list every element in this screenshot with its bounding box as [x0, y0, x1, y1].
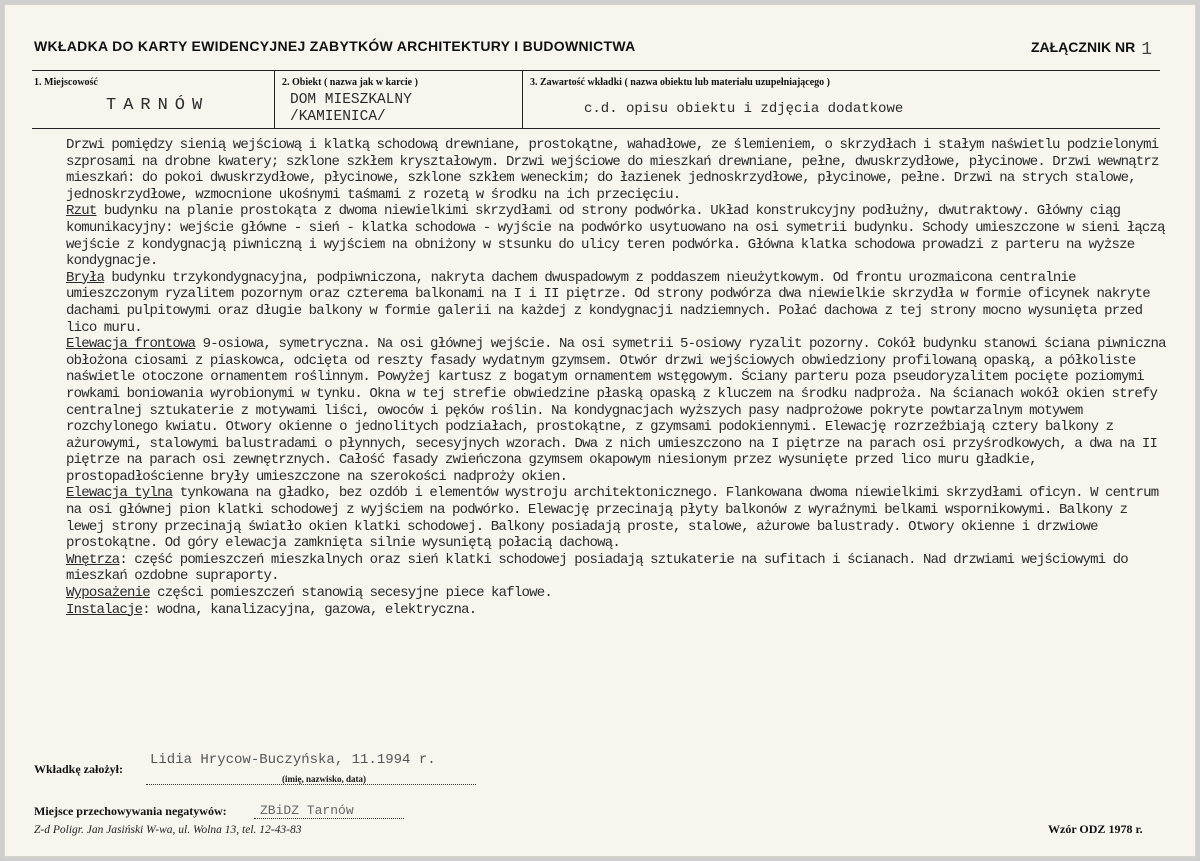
paragraph-text: Drzwi pomiędzy sienią wejściową i klatką schodową drewniane, prostokątne, wahadłowe, ze ślemieniem, o skrzydłach i stałym naświetlu podzielonymi szprosami na drobne kwatery; szklone szkłem kryształowym. Drzwi wejściowe do mieszkań drewniane, pełne, dwuskrzydłowe, płycinowe. Drzwi wewnątrz mieszkań: do pokoi dwuskrzydłowe, płycinowe, szklone szkłem weneckim; do łazienek jednoskrzydłowe, płycinowe, pełne. Drzwi na strych stalowe, jednoskrzydłowe, wzmocnione ukośnymi taśmami z rozetą w środku na ich przecięciu.	[66, 137, 1159, 203]
paragraph-massing	[66, 270, 1166, 336]
locality-label: 1. Miejscowość	[34, 77, 98, 88]
paragraph-heading: Wnętrza	[66, 551, 120, 568]
field-divider-2	[522, 70, 523, 128]
printer-imprint: Z-d Poligr. Jan Jasiński W-wa, ul. Wolna 13, tel. 12-43-83	[34, 824, 302, 836]
locality-value: TARNÓW	[106, 96, 210, 115]
author-label: Wkładkę założył:	[34, 762, 123, 776]
attachment-label: ZAŁĄCZNIK NR	[1030, 39, 1136, 55]
paragraph-rear-elevation	[66, 485, 1166, 551]
contents-value: c.d. opisu obiektu i zdjęcia dodatkowe	[584, 101, 904, 117]
negatives-line	[254, 818, 404, 819]
inventory-card-insert	[4, 4, 1196, 857]
object-value	[290, 92, 412, 126]
contents-label: 3. Zawartość wkładki ( nazwa obiektu lub materiału uzupełniającego )	[530, 77, 831, 88]
author-value: Lidia Hrycow-Buczyńska, 11.1994 r.	[150, 752, 436, 768]
paragraph-text: 9-osiowa, symetryczna. Na osi głównej wejście. Na osi symetrii 5-osiowy ryzalit pozorny. Cokół budynku stanowi ściana piwniczna obłożona ciosami z piaskowca, odcięta od reszty fasady wydatnym gzymsem. Otwór drzwi wejściowych obwiedziony profilowaną opaską, a półkoliste naświetle otoczone ornamentem roślinnym. Powyżej kartusz z bogatym ornamentem wstęgowym. Ściany parteru poza pseudoryzalitem pocięte poziomymi rowkami boniowania wyrobionymi w tynku. Okna w tej strefie obwiedzine płaską opaską z kluczem na środku nadproża. Na ścianach wokół okien strefy centralnej sztukaterie z motywami liści, owoców i pęków roślin. Na kondygnacjach wyższych pasy nadprożowe pokryte powtarzalnym motywem rozchylonego kwiatu. Otwory okienne o jednolitych podziałach, prostokątne, z gzymsami podokiennymi. Elewację rozrzeźbiają cztery balkony z ażurowymi, stalowymi balustradami o płynnych, secesyjnych wzorach. Dwa z nich umieszczono na I piętrze na parach osi przyśrodkowych, a dwa na II piętrze na parach osi zewnętrznych. Całość fasady zwieńczona gzymsem okapowym niesionym przez wysunięte przed lico muru gładkie, prostopadłościenne bryły umieszczone na szerokości nadproży okien.	[66, 336, 1166, 485]
paragraph-plan	[66, 203, 1166, 269]
paragraph-heading: Elewacja tylna	[66, 485, 173, 502]
attachment-number-value: 1	[1141, 40, 1152, 60]
paragraph-front-elevation	[66, 336, 1166, 485]
object-value-line-2: /KAMIENICA/	[290, 109, 386, 125]
paragraph-heading: Wyposażenie	[66, 585, 150, 602]
paragraph-furnishings	[66, 585, 1166, 602]
paragraph-text: budynku trzykondygnacyjna, podpiwniczona, nakryta dachem dwuspadowym z poddaszem nieużytkowym. Od frontu urozmaicona centralnie umieszczonym ryzalitem pozornym oraz czterema balkonami na I i II piętrze. Od strony podwórza dwa niewielkie skrzydła w formie oficynek nakryte dachami pulpitowymi oraz długie balkony w formie galerii na każdej z kondygnacji nadziemnych. Połać dachowa z tej strony mocno wysunięta przed lico muru.	[66, 269, 1150, 336]
paragraph-text: tynkowana na gładko, bez ozdób i elementów wystroju architektonicznego. Flankowana dwoma niewielkimi skrzydłami oficyn. W centrum na osi głównej pion klatki schodowej z wyjściem na podwórko. Elewację przecinają płyty balkonów z wyraźnymi belkami wspornikowymi. Balkony z lewej strony przecinają światło okien klatki schodowej. Balkony posiadają proste, stalowe, ażurowe balustrady. Otwory okienne i drzwiowe prostokątne. Od góry elewacja zamknięta silnie wysuniętą połacią dachową.	[66, 485, 1159, 552]
field-divider-1	[274, 70, 275, 128]
header-top-rule	[32, 70, 1160, 71]
paragraph-text: : wodna, kanalizacyjna, gazowa, elektryczna.	[142, 601, 477, 618]
form-number: Wzór ODZ 1978 r.	[1048, 822, 1143, 836]
paragraph-text: : część pomieszczeń mieszkalnych oraz sień klatki schodowej posiadają sztukaterie na sufitach i ścianach. Nad drzwiami wejściowymi do mieszkań ozdobne supraporty.	[66, 551, 1128, 585]
paragraph-heading: Elewacja frontowa	[66, 336, 196, 353]
description-text	[66, 137, 1166, 618]
object-value-line-1: DOM MIESZKALNY	[290, 92, 412, 108]
object-label: 2. Obiekt ( nazwa jak w karcie )	[282, 77, 418, 88]
paragraph-heading: Bryła	[66, 269, 105, 286]
author-note: (imię, nazwisko, data)	[282, 774, 366, 784]
paragraph-heading: Instalacje	[66, 601, 143, 618]
negatives-label: Miejsce przechowywania negatywów:	[34, 804, 227, 818]
form-title: WKŁADKA DO KARTY EWIDENCYJNEJ ZABYTKÓW ARCHITEKTURY I BUDOWNICTWA	[34, 38, 636, 54]
negatives-value: ZBiDZ Tarnów	[260, 803, 354, 818]
paragraph-text: części pomieszczeń stanowią secesyjne piece kaflowe.	[149, 585, 552, 602]
paragraph-installations	[66, 602, 1166, 619]
paragraph-text: budynku na planie prostokąta z dwoma niewielkimi skrzydłami od strony podwórka. Układ konstrukcyjny podłużny, dwutraktowy. Główny ciąg komunikacyjny: wejście główne - sień - klatka schodowa - wyjście na podwórko usytuowano na osi symetrii budynku. Schody umieszczone w sieni łączą wejście z kondygnacją piwniczną i wyjściem na obniżony w stsunku do ulicy teren podwórka. Główna klatka schodowa prowadzi z parteru na wyższe kondygnacje.	[66, 203, 1165, 270]
attachment-number	[1031, 38, 1152, 58]
paragraph-doors	[66, 137, 1166, 203]
paragraph-heading: Rzut	[66, 203, 97, 220]
header-bottom-rule	[32, 128, 1160, 129]
paragraph-interiors	[66, 552, 1166, 585]
